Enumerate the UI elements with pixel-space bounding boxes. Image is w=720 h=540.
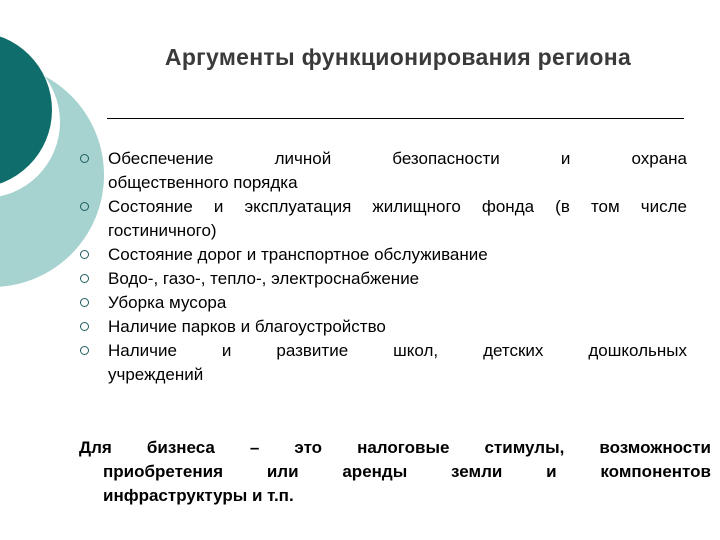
- hollow-circle-bullet-icon: [80, 298, 89, 307]
- list-item-text: Наличие парков и благоустройство: [108, 317, 386, 336]
- hollow-circle-bullet-icon: [80, 202, 89, 211]
- business-line2: приобретения или аренды земли и компонентов: [103, 462, 711, 481]
- hollow-circle-bullet-icon: [80, 154, 89, 163]
- list-item: [79, 315, 687, 339]
- list-item-text: Состояние дорог и транспортное обслуживание: [108, 245, 488, 264]
- list-item-text: Уборка мусора: [108, 293, 227, 312]
- list-item: [79, 267, 687, 291]
- arguments-list: [79, 147, 687, 387]
- list-item: [79, 147, 687, 195]
- hollow-circle-bullet-icon: [80, 322, 89, 331]
- list-item: [79, 291, 687, 315]
- business-paragraph: [79, 436, 711, 508]
- hollow-circle-bullet-icon: [80, 274, 89, 283]
- list-item-line1: Наличие и развитие школ, детских дошкольных: [108, 341, 687, 360]
- list-item-line1: Состояние и эксплуатация жилищного фонда (в том числе: [108, 197, 687, 216]
- hollow-circle-bullet-icon: [80, 250, 89, 259]
- list-item: [79, 339, 687, 387]
- list-item-text: Водо-, газо-, тепло-, электроснабжение: [108, 269, 420, 288]
- list-item-line2: учреждений: [108, 365, 204, 384]
- business-line3: инфраструктуры и т.п.: [103, 486, 294, 505]
- business-line1: Для бизнеса – это налоговые стимулы, возможности: [79, 438, 711, 457]
- list-item: [79, 195, 687, 243]
- list-item: [79, 243, 687, 267]
- list-item-line2: общественного порядка: [108, 173, 298, 192]
- hollow-circle-bullet-icon: [80, 346, 89, 355]
- list-item-line2: гостиничного): [108, 221, 217, 240]
- slide-title: Аргументы функционирования региона: [164, 44, 632, 70]
- list-item-line1: Обеспечение личной безопасности и охрана: [108, 149, 687, 168]
- title-divider: [107, 118, 684, 119]
